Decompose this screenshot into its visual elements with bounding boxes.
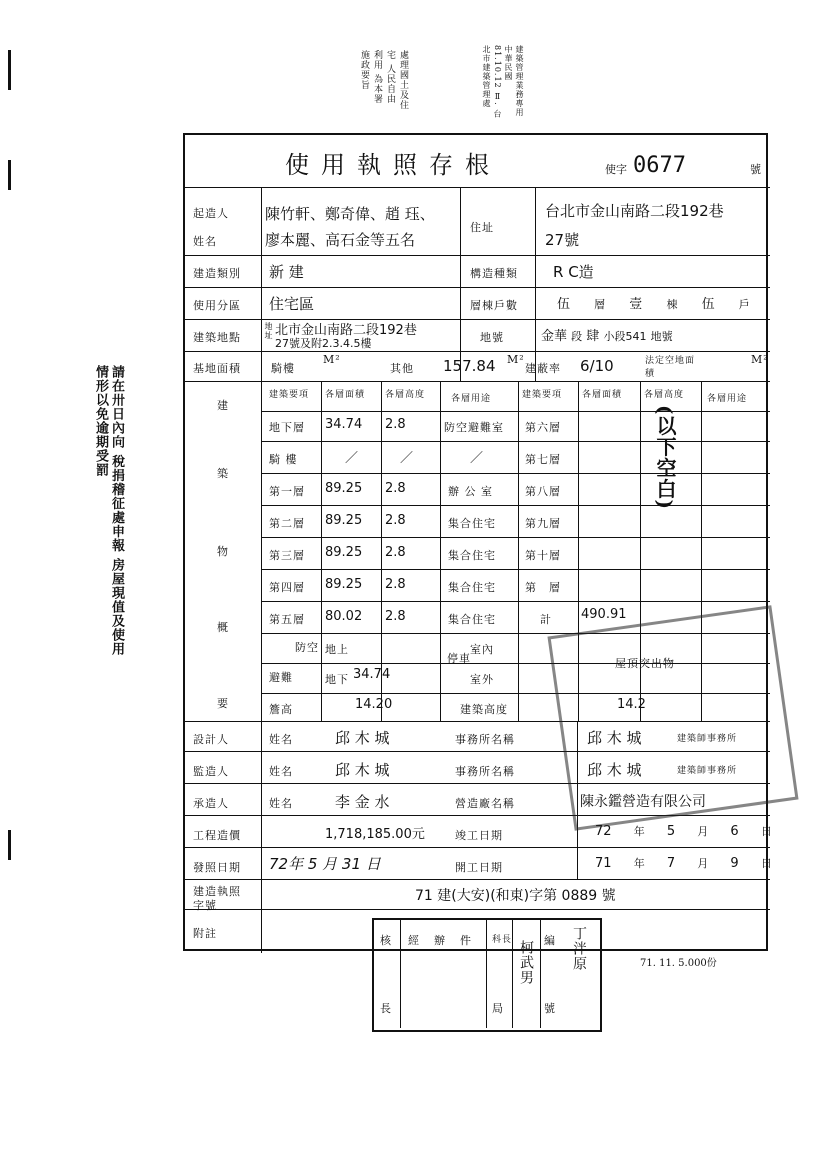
left-note-line: 稅捐稽征處申報 [109,454,124,553]
shelter-label: 避難 [269,671,293,684]
address-label: 住址 [470,221,494,234]
floors-unit: 層 [594,298,606,311]
header-area: 各層面積 [582,390,623,400]
blank-note: (以下空白) [653,405,677,510]
air-raid-under: 地下 [325,673,349,686]
top-stamp-line: 建築管理業務專用 [515,45,524,117]
contractor-label: 承造人 [193,797,229,810]
date-unit: 年 [633,857,645,870]
top-note-line: 處理國土及住宅 [385,50,408,110]
floor-item: 騎 樓 [269,453,298,466]
building-height: 14.2 [617,697,646,712]
floor-use: 集合住宅 [448,549,496,562]
parking-in: 室內 [470,643,494,656]
floor-item: 第 層 [525,581,561,594]
date-unit: 日 [760,857,772,870]
floor-height: 2.8 [385,577,406,592]
floor-height: ／ [400,451,414,466]
stamp-label: 長 [380,1002,392,1015]
designer-office-suffix: 建築師事務所 [677,734,738,744]
supervisor: 邱 木 城 [335,761,390,779]
parking-label: 停車 [447,652,471,665]
top-note-line: 為本署施政要旨 [359,50,382,104]
date-part: 71 [595,856,612,871]
lot-label: 地號 [480,331,504,344]
roof-label: 屋頂突出物 [615,657,675,670]
lot-subsection: 肆 [586,329,600,344]
air-raid-under-value: 34.74 [353,667,391,682]
floor-use: 集合住宅 [448,613,496,626]
date-part: 6 [730,824,739,839]
header-use: 各層用途 [451,394,492,404]
floor-use: 防空避難室 [444,421,504,434]
edge-mark [8,830,11,860]
site-label: 建築地點 [193,331,241,344]
supervisor-office-suffix: 建築師事務所 [677,766,738,776]
date-part: 9 [730,856,739,871]
floor-area: 80.02 [325,609,363,624]
applicant-label: 起造人 [193,207,229,220]
form-title: 使用執照存根 [285,151,501,179]
top-stamp-line: 台北市建築管理處 [482,45,502,119]
name-label: 姓名 [269,733,293,746]
site-line-2: 27號及附2.3.4.5樓 [275,337,372,350]
issue-date: 72年 5 月 31 日 [269,855,381,873]
other-label: 其他 [390,362,414,375]
date-unit: 月 [697,857,709,870]
top-stamp [481,45,525,125]
building-height-label: 建築高度 [460,703,508,716]
site-prefix: 地址 [264,322,273,340]
name-label: 姓名 [269,797,293,810]
build-type: 新 建 [269,263,304,281]
supervisor-label: 監造人 [193,765,229,778]
buildings-unit: 棟 [666,298,678,311]
left-note-line: 情形以免逾期受罰 [93,365,108,477]
eave-height-label: 簷高 [269,703,293,716]
stamp-label: 科長 [492,935,513,945]
header-area: 各層面積 [325,390,366,400]
unit-m2: M² [751,353,769,366]
top-note [358,50,410,110]
floor-item: 第四層 [269,581,305,594]
buildings-count: 壹 [629,297,643,312]
date-part: 5 [666,824,676,839]
date-unit: 年 [633,825,645,838]
floor-item: 第五層 [269,613,305,626]
name-label: 姓名 [269,765,293,778]
arcade-label: 騎樓 [271,362,295,375]
stamp-label: 局 [492,1002,504,1015]
stamp-label: 編 [544,934,556,947]
coverage: 6/10 [580,357,614,375]
address-line-1: 台北市金山南路二段192巷 [545,202,724,220]
designer-label: 設計人 [193,733,229,746]
coverage-label: 建蔽率 [525,362,561,375]
air-raid-ground: 地上 [325,643,349,656]
date-part: 7 [666,856,676,871]
date-unit: 月 [697,825,709,838]
date-unit: 日 [760,825,772,838]
structure: R C造 [553,263,594,281]
units-unit: 戶 [738,298,750,311]
contractor-firm-label: 營造廠名稱 [455,797,515,810]
stamp-label: 辦 [434,934,446,947]
left-note [92,365,124,665]
eave-height: 14.20 [355,697,393,712]
total-label: 計 [540,613,552,626]
floor-area: 34.74 [325,417,363,432]
floor-use: 辦 公 室 [448,485,493,498]
applicant-label-name: 姓名 [193,235,217,248]
floor-height: 2.8 [385,513,406,528]
seal-stamp [547,605,798,831]
floor-item: 第二層 [269,517,305,530]
overview-char: 要 [217,697,229,710]
cost-label: 工程造價 [193,829,241,842]
license-no-suffix: 號 [750,163,761,176]
floor-item: 第七層 [525,453,561,466]
floor-use: 集合住宅 [448,517,496,530]
designer-office: 邱 木 城 [587,729,642,747]
floor-area: 89.25 [325,545,363,560]
floors [557,293,750,312]
floor-height: 2.8 [385,609,406,624]
overview-char: 建 [217,399,229,412]
overview-char: 概 [217,621,229,634]
air-raid-label: 防空 [295,641,319,654]
floor-item: 地下層 [269,421,305,434]
unit-m2: M² [507,353,525,366]
header-item: 建築要項 [522,390,563,400]
floor-item: 第三層 [269,549,305,562]
base-area-value: 157.84 [443,357,496,375]
stamp-label: 號 [544,1002,556,1015]
build-type-label: 建造類別 [193,267,241,280]
issue-label: 發照日期 [193,861,241,874]
site-line-1: 北市金山南路二段192巷 [275,323,417,338]
header-height: 各層高度 [385,390,426,400]
permit-label-no: 字號 [193,899,217,912]
remark-label: 附註 [193,927,217,940]
stamp-signature: 柯武男 [518,940,534,985]
floor-use: ／ [470,451,484,466]
contractor-firm: 陳永鑑營造有限公司 [580,794,706,810]
floor-area: 89.25 [325,577,363,592]
lot-section-unit: 段 [571,330,583,343]
approval-stamp-box [372,918,602,1032]
base-area-label: 基地面積 [193,362,241,375]
applicant-line-2: 廖本麗、高石金等五名 [265,231,416,249]
header-use: 各層用途 [707,394,748,404]
header-item: 建築要項 [269,390,310,400]
floor-area: 89.25 [325,481,363,496]
date-part: 72 [595,824,612,839]
open-space-label: 法定空地面積 [645,356,696,379]
floor-area: ／ [345,451,359,466]
floor-height: 2.8 [385,545,406,560]
cost: 1,718,185.00元 [325,827,425,842]
designer-office-label: 事務所名稱 [455,733,515,746]
supervisor-office-label: 事務所名稱 [455,765,515,778]
permit-label: 建造執照 [193,885,241,898]
structure-label: 構造種類 [470,267,518,280]
top-stamp-line: 中華民國 81.10.12 Ⅱ. [493,45,513,106]
overview-char: 物 [217,545,229,558]
unit-m2: M² [323,353,341,366]
lot-number-unit: 地號 [650,330,673,343]
floor-item: 第八層 [525,485,561,498]
units-count: 伍 [701,297,715,312]
total-area: 490.91 [581,607,627,622]
stamp-signature: 丁泮原 [571,926,587,971]
license-no-label: 使字 [605,163,627,176]
floor-use: 集合住宅 [448,581,496,594]
edge-mark [8,160,11,190]
designer: 邱 木 城 [335,729,390,747]
permit: 71 建(大安)(和東)字第 0889 號 [415,888,616,904]
completion-date [595,823,772,839]
stamp-label: 件 [460,934,472,947]
floors-label: 層棟戶數 [470,299,518,312]
lot-number: 小段541 [603,330,647,343]
lot-section: 金華 [541,329,568,344]
zone: 住宅區 [269,295,315,313]
floor-item: 第九層 [525,517,561,530]
completion-label: 竣工日期 [455,829,503,842]
overview-char: 築 [217,467,229,480]
left-note-line: 房屋現值及使用 [109,558,124,657]
floor-item: 第十層 [525,549,561,562]
floor-height: 2.8 [385,481,406,496]
license-no: 0677 [633,153,686,178]
header-height: 各層高度 [644,390,685,400]
stamp-label: 核 [380,934,392,947]
floor-item: 第六層 [525,421,561,434]
start-date [595,855,772,871]
left-note-line: 請在卅日內向 [109,365,124,449]
floor-height: 2.8 [385,417,406,432]
contractor: 李 金 水 [335,793,390,811]
parking-out: 室外 [470,673,494,686]
stamp-label: 經 [408,934,420,947]
floor-area: 89.25 [325,513,363,528]
floor-item: 第一層 [269,485,305,498]
zone-label: 使用分區 [193,299,241,312]
license-form [183,133,772,951]
floors-count: 伍 [557,297,571,312]
start-label: 開工日期 [455,861,503,874]
form-footer: 71. 11. 5.000份 [640,958,717,969]
address-line-2: 27號 [545,231,580,249]
edge-mark [8,50,11,90]
applicant-line-1: 陳竹軒、鄭奇偉、趙 珏、 [265,205,435,223]
lot [541,325,673,344]
supervisor-office: 邱 木 城 [587,761,642,779]
top-note-line: 人民自由利用 [372,50,395,104]
